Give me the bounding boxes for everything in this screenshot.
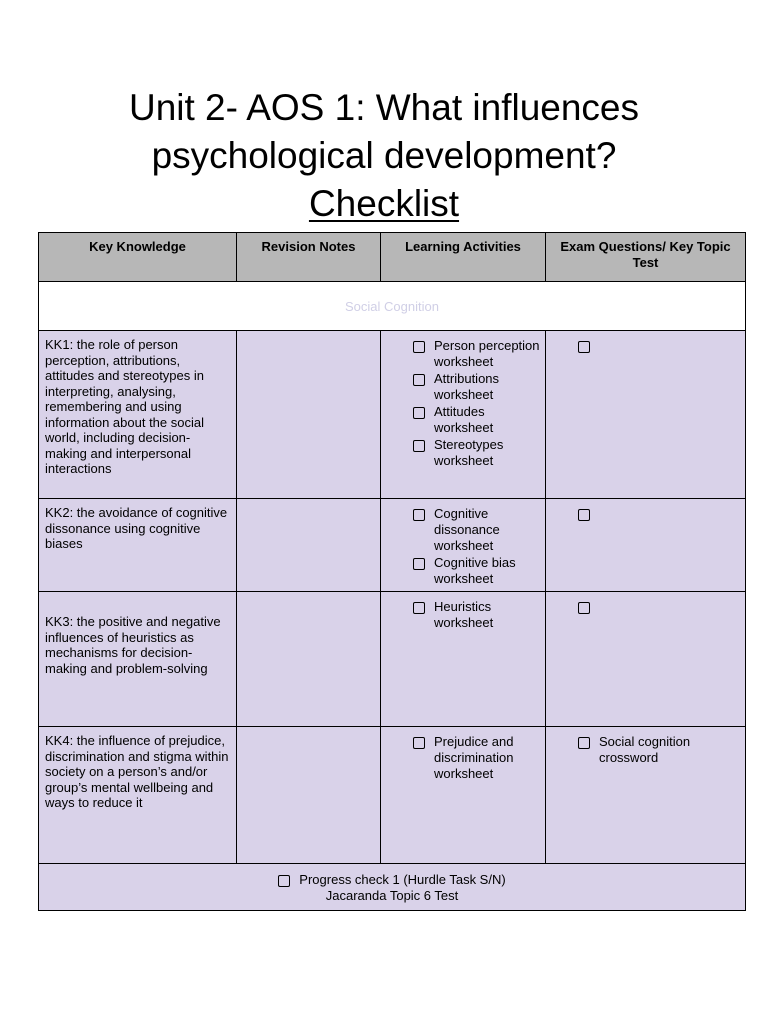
revision-notes-cell [237,331,381,499]
activity-label: Stereotypes worksheet [434,437,504,468]
exam-label: Social cognition crossword [599,734,691,765]
header-row [39,233,746,282]
checklist-table [38,232,746,911]
section-row [39,282,746,331]
checkbox[interactable] [413,737,425,749]
exam-questions-cell [546,592,746,727]
checkbox[interactable] [413,374,425,386]
activity-item [413,599,541,631]
checkbox[interactable] [578,509,590,521]
exam-item [578,734,741,766]
revision-notes-cell [237,592,381,727]
table-row [39,727,746,864]
learning-activities-cell [381,331,546,499]
activity-item [413,734,541,782]
checkbox[interactable] [578,341,590,353]
page-title-line-2: psychological development? [151,135,617,176]
learning-activities-cell [381,592,546,727]
checkbox[interactable] [278,875,290,887]
activity-item [413,371,541,403]
learning-activities-cell [381,727,546,864]
topic-test-label: Jacaranda Topic 6 Test [325,888,459,903]
checkbox[interactable] [413,440,425,452]
progress-check-row [39,864,746,911]
activity-item [413,404,541,436]
revision-notes-cell [237,499,381,592]
header-revision-notes: Revision Notes [237,233,381,282]
title-block [0,84,768,228]
checkbox[interactable] [413,509,425,521]
exam-questions-cell [546,331,746,499]
activity-label: Attitudes worksheet [434,404,494,435]
checkbox[interactable] [413,558,425,570]
header-exam-questions: Exam Questions/ Key Topic Test [546,233,746,282]
activity-item [413,338,541,370]
progress-check-label: Progress check 1 (Hurdle Task S/N) [299,872,506,887]
activity-item [413,437,541,469]
page-subtitle: Checklist [308,183,460,224]
key-knowledge-cell: KK4: the influence of prejudice, discrimination and stigma within society on a person’s and/or group’s mental wellbeing and ways to reduce it [39,727,237,864]
progress-check-item [278,872,505,888]
exam-questions-cell [546,499,746,592]
header-learning-activities: Learning Activities [381,233,546,282]
activity-label: Cognitive dissonance worksheet [434,506,500,553]
page-title-line-1: Unit 2- AOS 1: What influences [128,87,639,128]
key-knowledge-cell: KK2: the avoidance of cognitive dissonance using cognitive biases [39,499,237,592]
key-knowledge-cell: KK3: the positive and negative influences of heuristics as mechanisms for decision-making and problem-solving [39,592,237,727]
table-row [39,592,746,727]
activity-label: Person perception worksheet [434,338,540,369]
header-key-knowledge: Key Knowledge [39,233,237,282]
activity-label: Attributions worksheet [434,371,500,402]
checkbox[interactable] [578,737,590,749]
checkbox[interactable] [413,407,425,419]
activity-label: Prejudice and discrimination worksheet [434,734,514,781]
checkbox[interactable] [413,341,425,353]
activity-item [413,555,541,587]
exam-questions-cell [546,727,746,864]
activity-label: Cognitive bias worksheet [434,555,516,586]
activity-item [413,506,541,554]
activity-label: Heuristics worksheet [434,599,494,630]
table-row [39,331,746,499]
learning-activities-cell [381,499,546,592]
progress-check-cell [39,864,746,911]
table-row [39,499,746,592]
checkbox[interactable] [578,602,590,614]
revision-notes-cell [237,727,381,864]
key-knowledge-cell: KK1: the role of person perception, attributions, attitudes and stereotypes in interpreting, analysing, remembering and using information about the social world, including decision-making and interpersonal interactions [39,331,237,499]
checkbox[interactable] [413,602,425,614]
section-title: Social Cognition [39,282,746,331]
